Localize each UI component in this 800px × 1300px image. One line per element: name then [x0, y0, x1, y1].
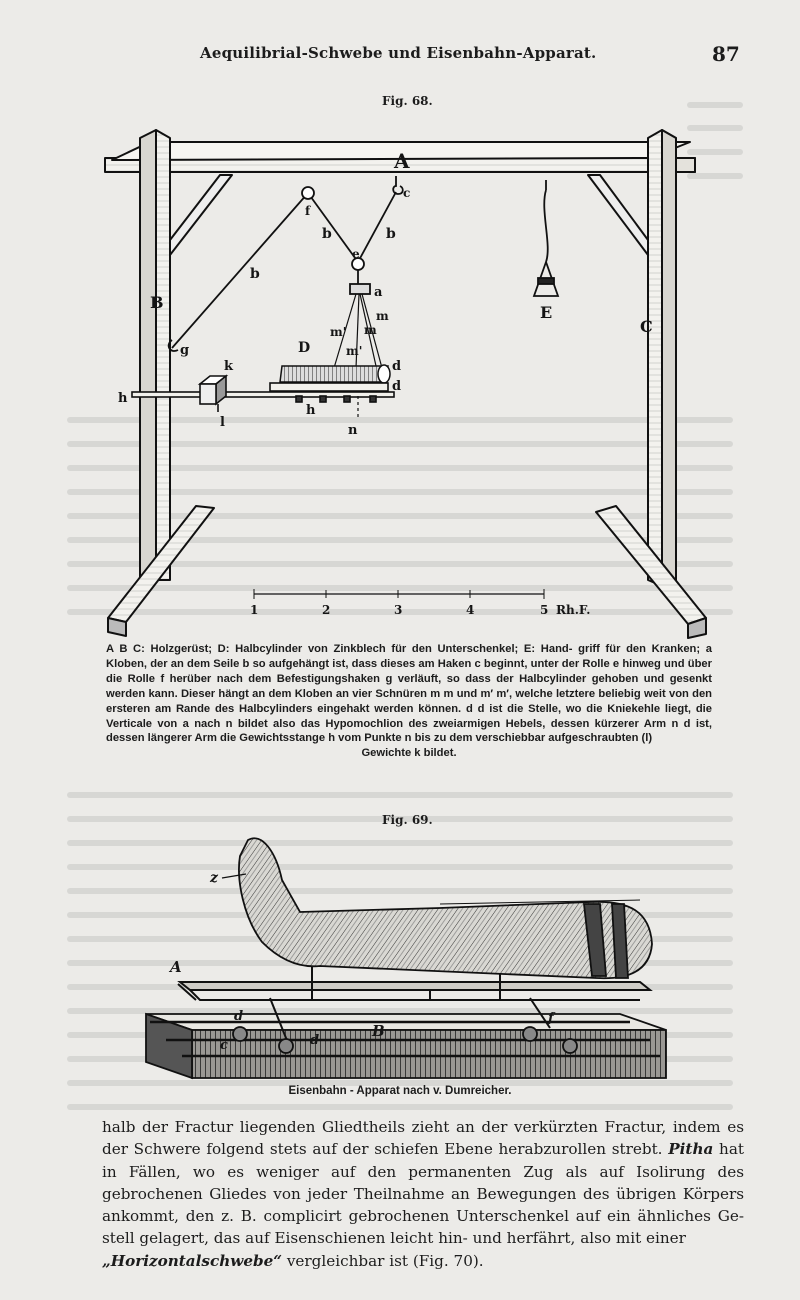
fig68-letter-d2: d — [392, 379, 402, 394]
fig68-letter-e: e — [352, 247, 360, 261]
fig69-letter-d2: d — [310, 1033, 320, 1048]
fig68-letter-h1: h — [118, 391, 128, 406]
fig68-letter-D: D — [298, 340, 311, 356]
fig69-letter-B: B — [372, 1022, 385, 1040]
body-line: es der Schwere folgend stets auf der schiefen Ebene herabzurollen strebt. — [102, 1118, 745, 1159]
page-number: 87 — [712, 42, 740, 66]
fig68-letter-n: n — [348, 423, 358, 438]
fig68-letter-C: C — [640, 317, 653, 336]
fig68-letter-f: f — [305, 204, 311, 218]
scale-tick-5: 5 — [540, 603, 549, 617]
scale-tick-2: 2 — [322, 603, 331, 617]
caption-line: A B C: Holzgerüst; D: Halbcylinder von Zinkblech für den Unterschenkel; E: Hand- — [106, 643, 573, 655]
running-title: Aequilibrial-Schwebe und Eisenbahn-Apparat. — [200, 44, 597, 62]
scale-tick-4: 4 — [466, 603, 475, 617]
fig68-letter-m3: m' — [330, 325, 347, 339]
term-horizontalschwebe: „Horizontalschwebe“ — [102, 1251, 283, 1270]
fig68-letter-m1: m — [376, 309, 389, 323]
fig68-letter-B: B — [150, 293, 164, 312]
caption-line: Hypomochlion des zweiarmigen Hebels, dessen kürzerer Arm n d ist, dessen längerer — [106, 717, 713, 745]
fig68-letter-m2: m — [364, 323, 377, 337]
author-name: Pitha — [668, 1140, 714, 1159]
fig68-letter-l: l — [220, 415, 225, 430]
body-line: halb der Fractur liegenden Gliedtheils zieht an der verkürzten Fractur, indem — [102, 1118, 721, 1136]
fig68-letter-b2: b — [322, 226, 332, 242]
body-paragraph — [102, 1116, 744, 1272]
caption-line: am Haken c beginnt, unter der Rolle e hinweg und über die Rolle f herüber nach dem — [106, 657, 712, 685]
fig68-letter-g: g — [180, 343, 190, 358]
caption-line: beliebig weit von den ersteren am Rande des Halbcylinders eingehakt werden können. — [106, 687, 713, 715]
scale-tick-1: 1 — [250, 603, 259, 617]
caption-line: Gewichte k bildet. — [361, 747, 457, 760]
body-line: hat in Fällen, wo es weniger auf den permanenten Zug als auf Isolirung des — [102, 1140, 744, 1181]
caption-line: Befestigungshaken g verläuft, so dass der Halbcylinder gehoben und gesenkt werden — [106, 672, 713, 700]
caption-line: Arm die Gewichtsstange h vom Punkte n bis zu dem verschiebbar aufgeschraubten (l) — [194, 732, 653, 745]
scale-unit: Rh.F. — [556, 603, 591, 617]
caption-line: griff für den Kranken; a Kloben, der an dem Seile b so aufgehängt ist, dass dieses — [106, 643, 712, 670]
figure-69-label: Fig. 69. — [382, 813, 433, 827]
fig68-letter-A: A — [394, 149, 410, 173]
caption-line: d d ist die Stelle, wo die Kniekehle liegt, die Verticale von a nach n bildet also das — [106, 702, 713, 730]
fig68-letter-a: a — [374, 285, 383, 300]
fig68-letter-k: k — [224, 359, 234, 374]
fig68-letter-d1: d — [392, 359, 402, 374]
caption-line: kann. Dieser hängt an dem Kloben an vier Schnüren m m und m′ m′, welche letztere — [148, 687, 596, 700]
body-line: gebrochenen Gliedes von jeder Theilnahme an Bewegungen des übrigen Körpers — [102, 1184, 744, 1203]
fig68-letter-h2: h — [306, 403, 316, 418]
bandaged-leg — [239, 838, 652, 978]
fig68-letter-E: E — [540, 303, 553, 322]
body-line: stell gelagert, das auf Eisenschienen leicht hin- und herfährt, also mit einer — [102, 1229, 686, 1248]
fig68-letter-b3: b — [386, 226, 396, 242]
fig69-letter-d1: d — [234, 1009, 244, 1024]
scale-tick-3: 3 — [394, 603, 403, 617]
fig68-letter-m4: m' — [346, 344, 363, 358]
fig69-letter-f: f — [548, 1011, 554, 1026]
fig69-letter-z: z — [210, 870, 218, 886]
fig68-letter-b1: b — [250, 266, 260, 282]
fig69-letter-A: A — [170, 958, 182, 976]
figure-69-caption: Eisenbahn - Apparat nach v. Dumreicher. — [288, 1085, 512, 1097]
figure-68-label: Fig. 68. — [382, 94, 433, 108]
fig69-letter-c: c — [220, 1038, 228, 1053]
fig68-letter-c: c — [403, 186, 411, 200]
body-line: ankommt, den z. B. complicirt gebrochenen Unterschenkel auf ein ähnliches Ge- — [102, 1207, 744, 1226]
body-line: vergleichbar ist (Fig. 70). — [286, 1251, 484, 1270]
